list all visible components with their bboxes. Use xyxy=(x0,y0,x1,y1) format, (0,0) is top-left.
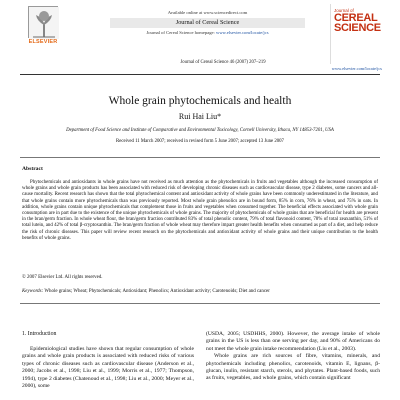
journal-citation: Journal of Cereal Science 46 (2007) 207–219 xyxy=(180,60,266,65)
journal-header xyxy=(95,10,320,36)
journal-name-box: Journal of Cereal Science xyxy=(110,18,305,28)
cover-title-line2: SCIENCE xyxy=(334,22,381,34)
header-divider xyxy=(20,74,380,75)
journal-cover xyxy=(330,4,380,64)
intro-right-paragraph-1: (USDA, 2005; USDHHS, 2000). However, the average intake of whole grains in the US is less than one serving per day, and 90% of Americans do not meet the whole grain intake recommendation (Liu et al., 2003). xyxy=(206,331,380,352)
publisher-name: ELSEVIER xyxy=(28,39,58,45)
intro-right-paragraph-2: Whole grains are rich sources of fibre, vitamins, minerals, and phytochemicals including phenolics, carotenoids, vitamin E, lignans, β-glucan, inulin, resistant starch, sterols, and phytates. Plant-based foods, such as fruits, vegetables, and whole grains, which contain significant xyxy=(206,353,380,382)
journal-home-link[interactable]: www.elsevier.com/locate/jcs xyxy=(216,30,269,35)
available-online-text: Available online at www.sciencedirect.com xyxy=(167,10,248,15)
abstract-heading: Abstract xyxy=(22,166,43,172)
journal-home-prefix: Journal of Cereal Science homepage: xyxy=(146,30,215,35)
keywords-list: Whole grains; Wheat; Phytochemicals; Antioxidant; Phenolics; Antioxidant activity; Carotenoids; Diet and cancer xyxy=(44,289,270,294)
article-author[interactable]: Rui Hai Liu* xyxy=(178,112,222,121)
intro-right-column xyxy=(206,331,380,383)
cover-journal-of: Journal of xyxy=(334,8,354,13)
cover-url-link[interactable]: www.elsevier.com/locate/jcs xyxy=(331,66,382,71)
intro-left-column: Epidemiological studies have shown that regular consumption of whole grains and whole grain products is associated with reduced risks of various types of chronic diseases such as cardiovascular disease (Anderson et al., 2000; Jacobs et al., 1998; Liu et al., 1999; Morris et al., 1977; Thompson, 1994), type 2 diabetes (Chatenoud et al., 1998; Liu et al., 2000; Meyer et al., 2000), some xyxy=(22,346,194,390)
abstract-top-divider xyxy=(20,157,380,158)
section-heading-introduction: 1. Introduction xyxy=(22,331,57,337)
received-dates: Received 11 March 2007; received in revised form 5 June 2007; accepted 13 June 2007 xyxy=(116,139,284,144)
keywords-line xyxy=(22,289,378,294)
cover-title-line1: CEREAL xyxy=(334,12,378,24)
elsevier-tree-icon xyxy=(28,6,58,38)
elsevier-logo xyxy=(22,6,64,50)
keywords-label: Keywords: xyxy=(22,289,44,294)
article-title: Whole grain phytochemicals and health xyxy=(108,95,292,107)
abstract-text: Phytochemicals and antioxidants in whole grains have not received as much attention as the phytochemicals in fruits and vegetables although the increased consumption of whole grains and whole grain products has been associated with reduced risk of developing chronic diseases such as cardiovascular disease, type 2 diabetes, some cancers and all-cause mortality. Recent research has shown that the total phytochemical content and antioxidant activity of whole grains have been commonly underestimated in the literature, and that whole grains contain more phytochemicals than was previously reported. Most whole grain phenolics are in bound form, 85% in corn, 76% in wheat, and 75% in oats. In addition, whole grains contain unique phytochemicals that complement those in fruits and vegetables when consumed together. The beneficial effects associated with whole grain consumption are in part due to the existence of the unique phytochemicals of whole grains. The majority of phytochemicals of whole grains that are beneficial for health are present in the bran/germ fraction. In whole wheat flour, the bran/germ fraction contributed 83% of total phenolic content, 79% of total flavonoid content, 78% of total zeaxanthin, 51% of total lutein, and 42% of total β-cryptoxanthin. The bran/germ fraction of whole wheat may therefore impart greater health benefits when consumed as part of a diet, and help reduce the risk of chronic diseases. This paper will review recent research on the phytochemicals and antioxidant activity of whole grains and their unique contribution to the health benefits of whole grains. xyxy=(22,180,378,241)
author-affiliation: Department of Food Science and Institute of Comparative and Environmental Toxicology, Cornell University, Ithaca, NY 14853-7201, USA xyxy=(66,128,334,133)
abstract-bottom-divider xyxy=(20,303,380,304)
journal-homepage xyxy=(95,30,320,36)
copyright-notice: © 2007 Elsevier Ltd. All rights reserved. xyxy=(22,275,103,280)
